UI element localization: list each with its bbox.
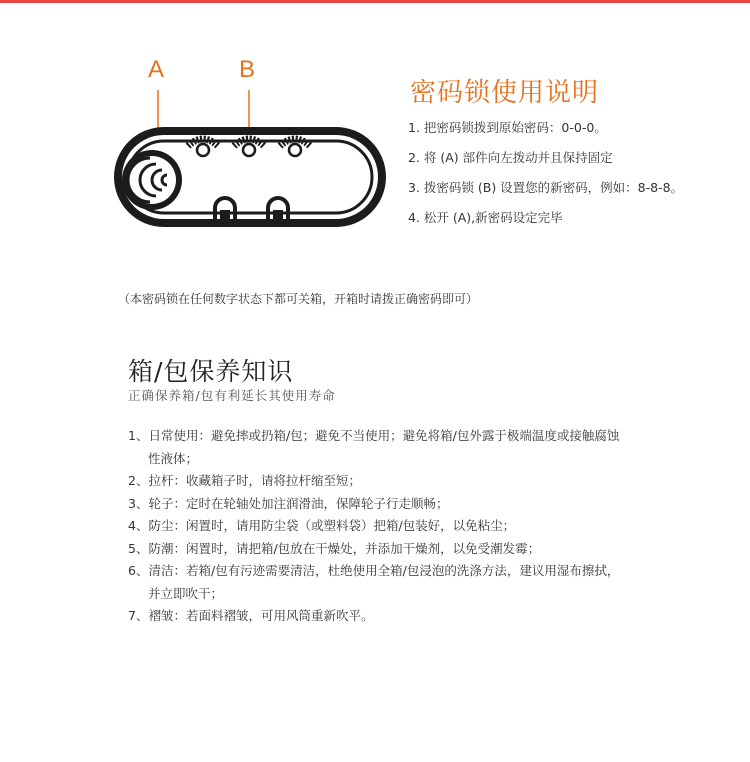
care-tip-continuation: 并立即吹干；: [148, 585, 224, 601]
instruction-step: 4. 松开 (A),新密码设定完毕: [408, 210, 563, 225]
care-tip: [128, 538, 648, 561]
combination-lock-diagram: [100, 50, 400, 240]
instruction-step: 1. 把密码锁拨到原始密码：0-0-0。: [408, 120, 607, 135]
care-tip: [128, 560, 648, 605]
release-button-a: [122, 150, 182, 210]
care-section-subtitle: 正确保养箱/包有利延长其使用寿命: [128, 388, 336, 403]
care-tip-continuation: 性液体；: [148, 450, 199, 466]
care-section-title: 箱/包保养知识: [128, 357, 294, 386]
care-tip-text: 4、防尘：闲置时，请用防尘袋（或塑料袋）把箱/包装好，以免粘尘；: [128, 518, 516, 533]
care-tip-text: 7、褶皱：若面料褶皱，可用风筒重新吹平。: [128, 608, 374, 623]
care-tip: [128, 493, 648, 516]
lock-note: （本密码锁在任何数字状态下都可关箱，开箱时请拨正确密码即可）: [118, 292, 479, 306]
instruction-step: 2. 将 (A) 部件向左拨动并且保持固定: [408, 150, 613, 165]
instruction-steps: [408, 118, 683, 238]
care-tip: [128, 605, 648, 628]
care-tip-text: 6、清洁：若箱/包有污迹需要清洁，杜绝使用全箱/包浸泡的洗涤方法，建议用湿布擦拭，: [128, 563, 620, 578]
marker-a-label: A: [148, 56, 165, 83]
care-tip-text: 3、轮子：定时在轮轴处加注润滑油，保障轮子行走顺畅；: [128, 495, 449, 511]
top-accent-bar: [0, 0, 750, 3]
care-tip: [128, 470, 648, 493]
care-tip: [128, 515, 648, 538]
instructions-title: 密码锁使用说明: [410, 78, 600, 108]
care-tip-text: 1、日常使用：避免摔或扔箱/包；避免不当使用；避免将箱/包外露于极端温度或接触腐蚀: [128, 428, 620, 443]
marker-b-label: B: [239, 56, 256, 83]
care-tip: [128, 425, 648, 470]
care-tip-text: 2、拉杆：收藏箱子时，请将拉杆缩至短；: [128, 473, 361, 488]
care-tip-text: 5、防潮：闲置时，请把箱/包放在干燥处，并添加干燥剂，以免受潮发霉；: [128, 540, 541, 556]
instruction-step: 3. 拨密码锁 (B) 设置您的新密码，例如：8-8-8。: [408, 180, 684, 195]
care-tips-list: [128, 425, 648, 628]
keyhole-slot: [172, 221, 186, 224]
